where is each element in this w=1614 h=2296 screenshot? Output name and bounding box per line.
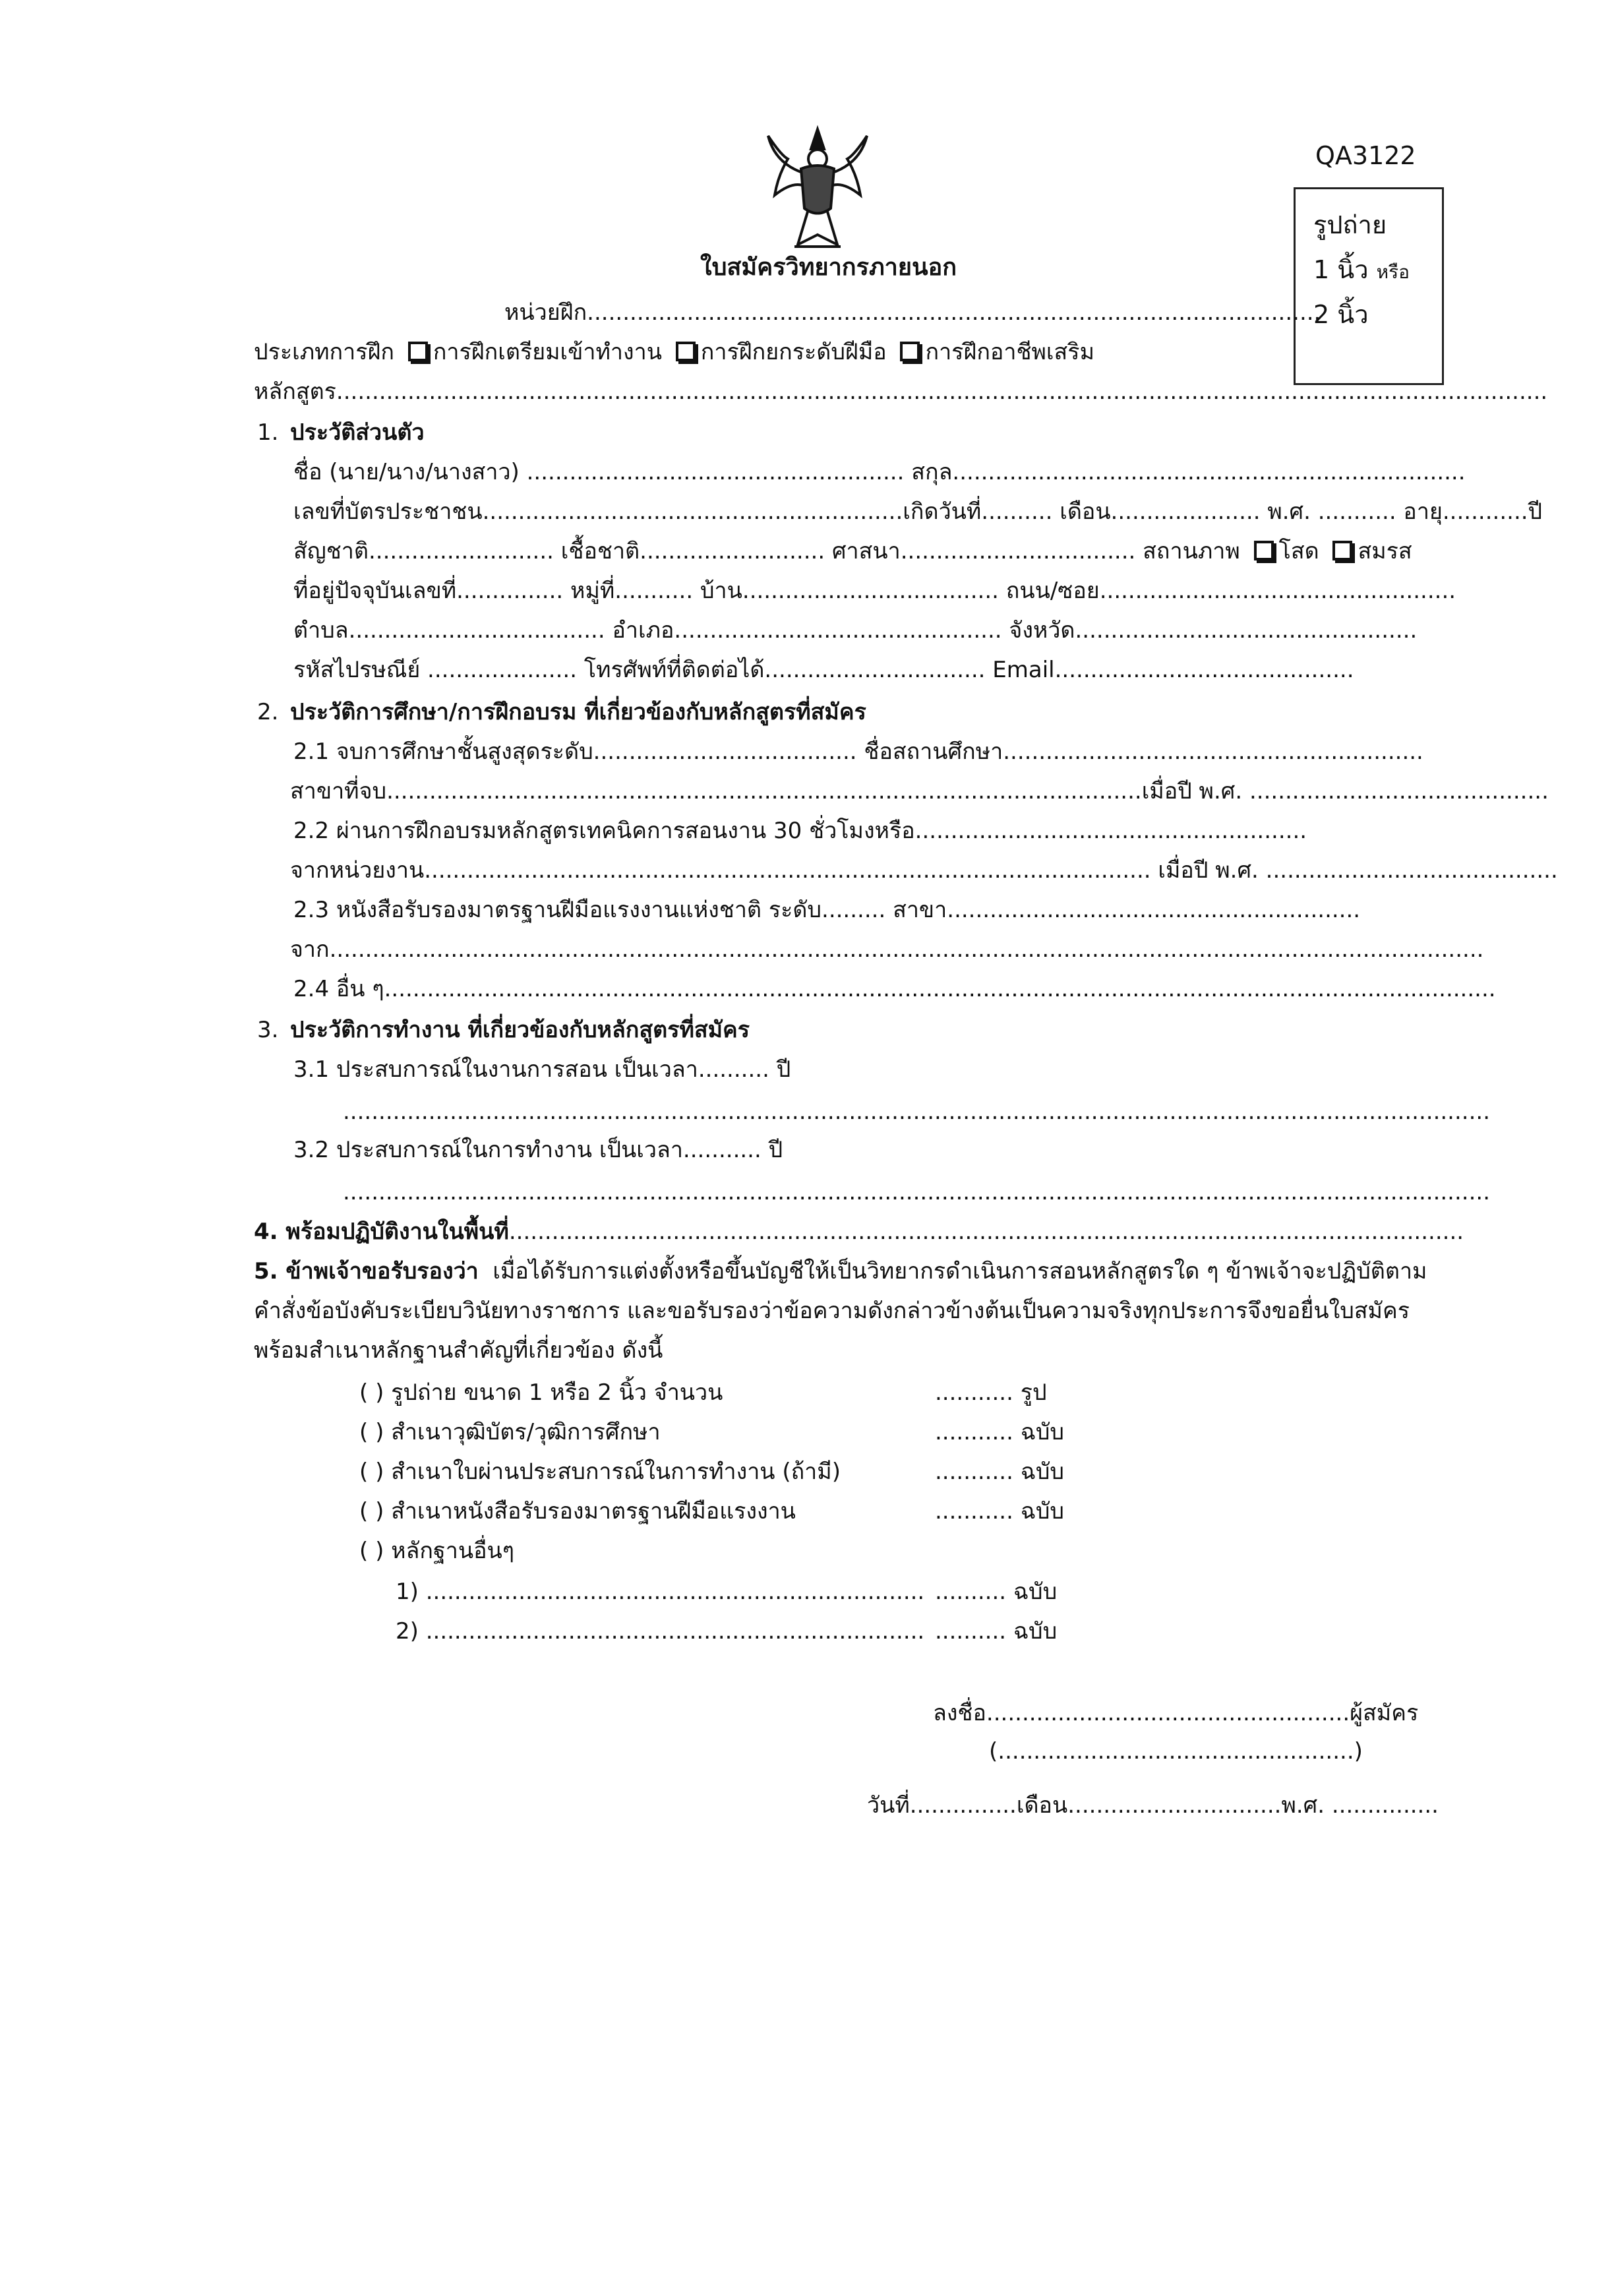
checkbox-married[interactable] (1332, 541, 1352, 560)
doc-item-qty[interactable]: ........... ฉบับ (935, 1419, 1065, 1445)
section5-heading: 5. ข้าพเจ้าขอรับรองว่า (254, 1258, 479, 1284)
section4-heading: 4. พร้อมปฏิบัติงานในพื้นที่ (254, 1219, 509, 1245)
nationality-row (293, 537, 1412, 566)
training-type-row (254, 338, 1094, 367)
doc-item-label[interactable]: 2) ...................................................................... (396, 1618, 925, 1645)
signature-field[interactable]: ลงชื่อ...................................................ผู้สมัคร (933, 1700, 1419, 1726)
photo-box-line1: รูปถ่าย (1313, 210, 1387, 239)
section5-text2: คำสั่งข้อบังคับระเบียบวินัยทางราชการ และขอรับรองว่าข้อความดังกล่าวข้างต้นเป็นความจริงทุกประการจึงขอยื่นใบสมัคร (254, 1298, 1410, 1324)
doc-item-qty[interactable]: .......... ฉบับ (935, 1618, 1058, 1645)
checkbox-single[interactable] (1254, 541, 1274, 560)
status-married: สมรส (1358, 538, 1412, 564)
section3-num: 3. (257, 1017, 279, 1043)
doc-item-qty[interactable]: ........... รูป (935, 1379, 1047, 1406)
section5-row (254, 1257, 1427, 1286)
page-title: ใบสมัครวิทยากรภายนอก (700, 254, 957, 281)
section5-text3: พร้อมสำเนาหลักฐานสำคัญที่เกี่ยวข้อง ดังนี้ (254, 1337, 663, 1364)
training-type-label: ประเภทการฝึก (254, 339, 394, 365)
status-single: โสด (1278, 538, 1319, 564)
doc-item-label[interactable]: ( ) สำเนาวุฒิบัตร/วุฒิการศึกษา (359, 1419, 661, 1445)
doc-item-label[interactable]: ( ) สำเนาใบผ่านประสบการณ์ในการทำงาน (ถ้ามี) (359, 1459, 841, 1485)
section1-heading: ประวัติส่วนตัว (290, 419, 425, 446)
unit-field[interactable]: หน่วยฝึก....................................................................................................... (504, 299, 1321, 326)
name-field[interactable]: ชื่อ (นาย/นาง/นางสาว) ..................................................... สกุล........................................................................ (293, 459, 1466, 485)
date-field[interactable]: วันที่...............เดือน..............................พ.ศ. ............... (867, 1792, 1439, 1819)
option-upskill: การฝึกยกระดับฝีมือ (700, 339, 887, 365)
doc-item-label[interactable]: ( ) รูปถ่าย ขนาด 1 หรือ 2 นิ้ว จำนวน (359, 1379, 723, 1406)
teaching-exp-field[interactable]: 3.1 ประสบการณ์ในงานการสอน เป็นเวลา.......... ปี (293, 1056, 791, 1083)
garuda-emblem-icon (762, 123, 874, 255)
skill-from-field[interactable]: จาก.................................................................................................................................................................. (290, 936, 1484, 963)
major-field[interactable]: สาขาที่จบ..........................................................................................................เมื่อปี พ.ศ. .......................................... (290, 778, 1549, 804)
checkbox-supplementary[interactable] (900, 342, 920, 361)
training-course-field[interactable]: 2.2 ผ่านการฝึกอบรมหลักสูตรเทคนิคการสอนงาน 30 ชั่วโมงหรือ....................................................... (293, 818, 1307, 844)
id-birth-field[interactable]: เลขที่บัตรประชาชน...........................................................เกิดวันที่.......... เดือน..................... พ.ศ. ........... อายุ............ปี (293, 498, 1543, 525)
photo-or: หรือ (1376, 261, 1410, 283)
contact-field[interactable]: รหัสไปรษณีย์ ..................... โทรศัพท์ที่ติดต่อได้............................... Email.......................................... (293, 657, 1354, 683)
checkbox-upskill[interactable] (676, 342, 696, 361)
section5-text1: เมื่อได้รับการแต่งตั้งหรือขึ้นบัญชีให้เป็นวิทยากรดำเนินการสอนหลักสูตรใด ๆ ข้าพเจ้าจะปฏิบัติตาม (493, 1258, 1427, 1284)
training-agency-field[interactable]: จากหน่วยงาน...................................................................................................... เมื่อปี พ.ศ. ......................................... (290, 857, 1558, 884)
option-supplementary: การฝึกอาชีพเสริม (925, 339, 1094, 365)
doc-item-qty[interactable]: .......... ฉบับ (935, 1579, 1058, 1605)
other-field[interactable]: 2.4 อื่น ๆ............................................................................................................................................................ (293, 976, 1496, 1002)
option-prep: การฝึกเตรียมเข้าทำงาน (433, 339, 662, 365)
education-field[interactable]: 2.1 จบการศึกษาชั้นสูงสุดระดับ..................................... ชื่อสถานศึกษา........................................................... (293, 739, 1423, 765)
teaching-exp-detail[interactable]: ................................................................................................................................................................. (343, 1099, 1491, 1125)
skill-standard-field[interactable]: 2.3 หนังสือรับรองมาตรฐานฝีมือแรงงานแห่งชาติ ระดับ......... สาขา.......................................................... (293, 897, 1361, 923)
doc-item-label[interactable]: ( ) สำเนาหนังสือรับรองมาตรฐานฝีมือแรงงาน (359, 1498, 796, 1525)
section4-row (254, 1217, 1464, 1246)
doc-item-qty[interactable]: ........... ฉบับ (935, 1459, 1065, 1485)
section1-num: 1. (257, 419, 279, 446)
doc-item-qty[interactable]: ........... ฉบับ (935, 1498, 1065, 1525)
checkbox-prep[interactable] (408, 342, 428, 361)
photo-box-line2 (1313, 249, 1410, 289)
doc-item-label[interactable]: 1) ...................................................................... (396, 1579, 925, 1605)
section3-heading: ประวัติการทำงาน ที่เกี่ยวข้องกับหลักสูตรที่สมัคร (290, 1017, 750, 1043)
course-field[interactable]: หลักสูตร.......................................................................................................................................................................... (254, 378, 1548, 405)
photo-box-line3: 2 นิ้ว (1313, 300, 1369, 329)
doc-item-label[interactable]: ( ) หลักฐานอื่นๆ (359, 1538, 514, 1564)
section2-num: 2. (257, 699, 279, 725)
district-field[interactable]: ตำบล.................................... อำเภอ.............................................. จังหวัด................................................ (293, 617, 1418, 644)
work-exp-detail[interactable]: ................................................................................................................................................................. (343, 1179, 1491, 1205)
nationality-field[interactable]: สัญชาติ.......................... เชื้อชาติ.......................... ศาสนา................................. สถานภาพ (293, 538, 1240, 564)
address-field[interactable]: ที่อยู่ปัจจุบันเลขที่............... หมู่ที่........... บ้าน.................................... ถนน/ซอย.................................................. (293, 578, 1456, 604)
photo-size-1inch: 1 นิ้ว (1313, 255, 1369, 284)
section2-heading: ประวัติการศึกษา/การฝึกอบรม ที่เกี่ยวข้องกับหลักสูตรที่สมัคร (290, 699, 866, 725)
signature-name-field[interactable]: (..................................................) (989, 1738, 1363, 1765)
work-exp-field[interactable]: 3.2 ประสบการณ์ในการทำงาน เป็นเวลา........... ปี (293, 1137, 783, 1163)
area-field[interactable]: ...................................................................................................................................... (508, 1219, 1464, 1245)
form-code: QA3122 (1315, 141, 1416, 170)
